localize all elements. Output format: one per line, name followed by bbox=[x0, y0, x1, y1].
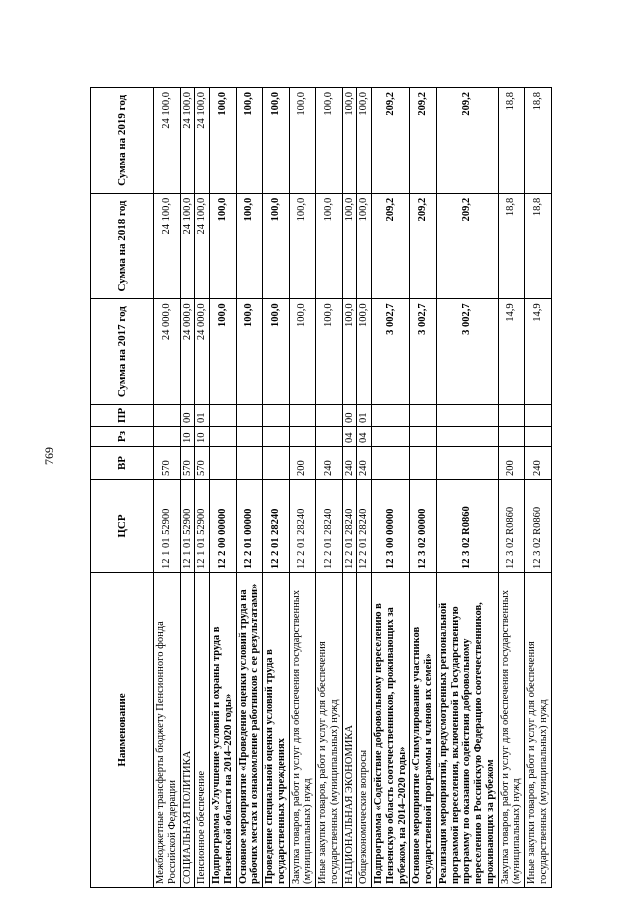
header-sum-2018: Сумма на 2018 год bbox=[91, 193, 154, 299]
row-name: Закупка товаров, работ и услуг для обеспечения государственных (муниципальных) нужд bbox=[289, 573, 316, 888]
row-sum-2017: 100,0 bbox=[236, 299, 263, 405]
row-rz: 04 bbox=[357, 427, 372, 447]
row-csr: 12 3 02 R0860 bbox=[525, 480, 552, 573]
row-sum-2017: 100,0 bbox=[357, 299, 372, 405]
row-vr bbox=[236, 447, 263, 480]
row-sum-2019: 100,0 bbox=[236, 88, 263, 194]
row-name: Основное мероприятие «Проведение оценки условий труда на рабочих местах и ознакомление работников с ее результатами» bbox=[236, 573, 263, 888]
row-pr: 01 bbox=[357, 405, 372, 427]
row-sum-2017: 100,0 bbox=[316, 299, 343, 405]
row-sum-2019: 100,0 bbox=[342, 88, 357, 194]
table-row bbox=[195, 88, 210, 888]
row-pr bbox=[436, 405, 498, 427]
row-sum-2018: 18,8 bbox=[498, 193, 525, 299]
row-vr: 200 bbox=[289, 447, 316, 480]
row-sum-2019: 24 100,0 bbox=[154, 88, 181, 194]
row-sum-2019: 24 100,0 bbox=[195, 88, 210, 194]
table-row bbox=[357, 88, 372, 888]
row-csr: 12 1 01 52900 bbox=[154, 480, 181, 573]
row-csr: 12 1 01 52900 bbox=[180, 480, 195, 573]
table-row bbox=[410, 88, 437, 888]
row-vr: 570 bbox=[154, 447, 181, 480]
row-pr bbox=[372, 405, 410, 427]
row-sum-2018: 24 100,0 bbox=[180, 193, 195, 299]
row-name: Подпрограмма «Содействие добровольному переселению в Пензенскую область соотечественников, проживающих за рубежом, на 2014–2020 годы» bbox=[372, 573, 410, 888]
row-vr: 570 bbox=[180, 447, 195, 480]
table-row bbox=[342, 88, 357, 888]
row-pr: 00 bbox=[180, 405, 195, 427]
row-name: Реализация мероприятий, предусмотренных региональной программой переселения, включенной в Государственную программу по оказанию содействия добровольному переселению в Российскую Федерацию соотечественников, проживающих за рубежом bbox=[436, 573, 498, 888]
table-row bbox=[289, 88, 316, 888]
row-rz: 04 bbox=[342, 427, 357, 447]
row-sum-2017: 100,0 bbox=[289, 299, 316, 405]
row-vr bbox=[210, 447, 237, 480]
row-sum-2018: 100,0 bbox=[342, 193, 357, 299]
row-sum-2018: 100,0 bbox=[357, 193, 372, 299]
header-sum-2019: Сумма на 2019 год bbox=[91, 88, 154, 194]
row-vr: 240 bbox=[316, 447, 343, 480]
row-vr bbox=[263, 447, 290, 480]
row-sum-2018: 100,0 bbox=[289, 193, 316, 299]
row-rz: 10 bbox=[180, 427, 195, 447]
row-sum-2017: 100,0 bbox=[263, 299, 290, 405]
row-sum-2017: 100,0 bbox=[210, 299, 237, 405]
table-row bbox=[236, 88, 263, 888]
row-rz bbox=[236, 427, 263, 447]
row-name: Иные закупки товаров, работ и услуг для обеспечения государственных (муниципальных) нужд bbox=[316, 573, 343, 888]
table-header-row bbox=[91, 88, 154, 888]
table-row bbox=[498, 88, 525, 888]
row-pr bbox=[316, 405, 343, 427]
row-sum-2017: 24 000,0 bbox=[154, 299, 181, 405]
row-sum-2018: 18,8 bbox=[525, 193, 552, 299]
row-sum-2018: 24 100,0 bbox=[154, 193, 181, 299]
row-name: Закупка товаров, работ и услуг для обеспечения государственных (муниципальных) нужд bbox=[498, 573, 525, 888]
row-csr: 12 1 01 52900 bbox=[195, 480, 210, 573]
row-pr bbox=[525, 405, 552, 427]
header-vr: ВР bbox=[91, 447, 154, 480]
row-csr: 12 2 01 28240 bbox=[342, 480, 357, 573]
row-pr bbox=[289, 405, 316, 427]
row-csr: 12 2 01 28240 bbox=[289, 480, 316, 573]
row-sum-2017: 14,9 bbox=[525, 299, 552, 405]
row-csr: 12 2 00 00000 bbox=[210, 480, 237, 573]
row-name: Межбюджетные трансферты бюджету Пенсионного фонда Российской Федерации bbox=[154, 573, 181, 888]
row-rz bbox=[154, 427, 181, 447]
row-sum-2019: 18,8 bbox=[525, 88, 552, 194]
row-sum-2018: 209,2 bbox=[436, 193, 498, 299]
row-name: Проведение специальной оценки условий труда в государственных учреждениях bbox=[263, 573, 290, 888]
table-row bbox=[525, 88, 552, 888]
row-csr: 12 2 01 28240 bbox=[316, 480, 343, 573]
table-row bbox=[154, 88, 181, 888]
row-name: Пенсионное обеспечение bbox=[195, 573, 210, 888]
row-sum-2019: 100,0 bbox=[210, 88, 237, 194]
row-sum-2018: 100,0 bbox=[236, 193, 263, 299]
row-vr bbox=[372, 447, 410, 480]
row-pr bbox=[154, 405, 181, 427]
table-row bbox=[210, 88, 237, 888]
page-number: 769 bbox=[42, 447, 56, 465]
row-name: Общеэкономические вопросы bbox=[357, 573, 372, 888]
table-row bbox=[372, 88, 410, 888]
row-sum-2018: 209,2 bbox=[410, 193, 437, 299]
row-rz: 10 bbox=[195, 427, 210, 447]
row-sum-2018: 100,0 bbox=[316, 193, 343, 299]
row-sum-2018: 100,0 bbox=[263, 193, 290, 299]
row-sum-2019: 100,0 bbox=[289, 88, 316, 194]
row-sum-2018: 100,0 bbox=[210, 193, 237, 299]
row-name: Основное мероприятие «Стимулирование участников государственной программы и членов их семей» bbox=[410, 573, 437, 888]
row-vr: 570 bbox=[195, 447, 210, 480]
row-sum-2017: 3 002,7 bbox=[436, 299, 498, 405]
row-pr bbox=[263, 405, 290, 427]
row-name: Иные закупки товаров, работ и услуг для обеспечения государственных (муниципальных) нужд bbox=[525, 573, 552, 888]
row-pr bbox=[236, 405, 263, 427]
row-vr bbox=[436, 447, 498, 480]
row-sum-2019: 209,2 bbox=[410, 88, 437, 194]
row-name: НАЦИОНАЛЬНАЯ ЭКОНОМИКА bbox=[342, 573, 357, 888]
row-pr bbox=[210, 405, 237, 427]
row-sum-2019: 24 100,0 bbox=[180, 88, 195, 194]
row-rz bbox=[316, 427, 343, 447]
row-sum-2019: 209,2 bbox=[372, 88, 410, 194]
table-row bbox=[263, 88, 290, 888]
row-pr bbox=[410, 405, 437, 427]
row-sum-2019: 100,0 bbox=[357, 88, 372, 194]
row-rz bbox=[498, 427, 525, 447]
row-vr: 240 bbox=[357, 447, 372, 480]
row-sum-2019: 100,0 bbox=[263, 88, 290, 194]
row-rz bbox=[525, 427, 552, 447]
row-rz bbox=[289, 427, 316, 447]
row-rz bbox=[372, 427, 410, 447]
row-csr: 12 3 02 R0860 bbox=[498, 480, 525, 573]
header-csr: ЦСР bbox=[91, 480, 154, 573]
row-sum-2018: 24 100,0 bbox=[195, 193, 210, 299]
row-rz bbox=[210, 427, 237, 447]
table-row bbox=[316, 88, 343, 888]
row-sum-2019: 209,2 bbox=[436, 88, 498, 194]
row-vr: 240 bbox=[342, 447, 357, 480]
row-sum-2017: 14,9 bbox=[498, 299, 525, 405]
row-csr: 12 3 00 00000 bbox=[372, 480, 410, 573]
row-sum-2017: 100,0 bbox=[342, 299, 357, 405]
budget-table-rotated bbox=[90, 88, 555, 888]
row-csr: 12 2 01 28240 bbox=[357, 480, 372, 573]
row-csr: 12 2 01 28240 bbox=[263, 480, 290, 573]
header-sum-2017: Сумма на 2017 год bbox=[91, 299, 154, 405]
row-name: СОЦИАЛЬНАЯ ПОЛИТИКА bbox=[180, 573, 195, 888]
row-rz bbox=[410, 427, 437, 447]
row-csr: 12 3 02 00000 bbox=[410, 480, 437, 573]
header-pr: ПР bbox=[91, 405, 154, 427]
header-name: Наименование bbox=[91, 573, 154, 888]
row-vr: 240 bbox=[525, 447, 552, 480]
row-vr: 200 bbox=[498, 447, 525, 480]
row-sum-2019: 18,8 bbox=[498, 88, 525, 194]
row-sum-2017: 24 000,0 bbox=[195, 299, 210, 405]
table-row bbox=[436, 88, 498, 888]
row-pr bbox=[498, 405, 525, 427]
row-rz bbox=[436, 427, 498, 447]
row-pr: 01 bbox=[195, 405, 210, 427]
row-vr bbox=[410, 447, 437, 480]
row-sum-2017: 3 002,7 bbox=[410, 299, 437, 405]
row-csr: 12 3 02 R0860 bbox=[436, 480, 498, 573]
budget-table bbox=[90, 87, 552, 888]
row-sum-2017: 3 002,7 bbox=[372, 299, 410, 405]
row-rz bbox=[263, 427, 290, 447]
row-pr: 00 bbox=[342, 405, 357, 427]
header-rz: Рз bbox=[91, 427, 154, 447]
row-sum-2018: 209,2 bbox=[372, 193, 410, 299]
table-row bbox=[180, 88, 195, 888]
row-csr: 12 2 01 00000 bbox=[236, 480, 263, 573]
row-name: Подпрограмма «Улучшение условий и охраны труда в Пензенской области на 2014–2020 годы» bbox=[210, 573, 237, 888]
row-sum-2017: 24 000,0 bbox=[180, 299, 195, 405]
row-sum-2019: 100,0 bbox=[316, 88, 343, 194]
